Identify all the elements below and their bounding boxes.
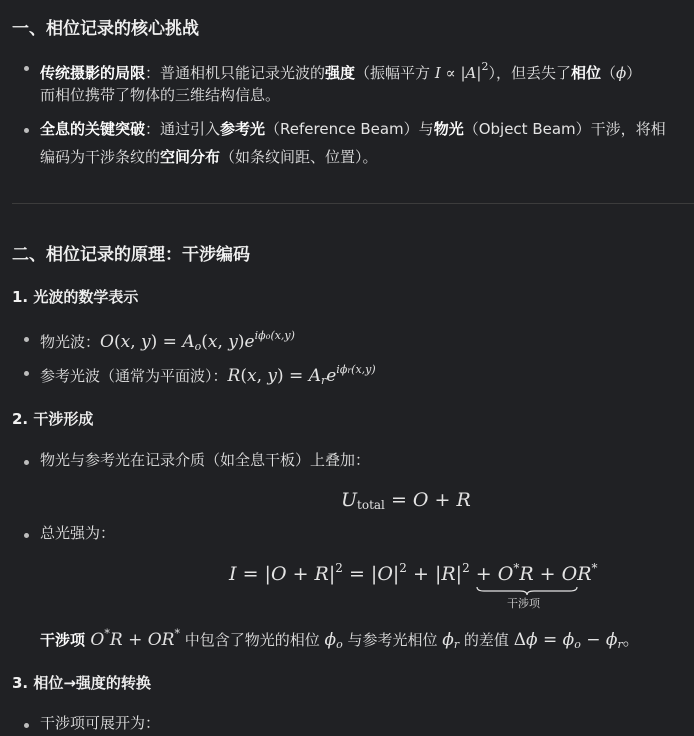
intensity-item: 总光强为： <box>40 524 116 542</box>
section1-heading: 一、相位记录的核心挑战 <box>12 19 199 39</box>
interference-term-label: 干涉项 <box>507 597 540 610</box>
expansion-item: 干涉项可展开为： <box>40 714 161 732</box>
overlay-item: 物光与参考光在记录介质（如全息干板）上叠加： <box>40 451 371 469</box>
phi-symbol: ϕ <box>616 64 627 82</box>
subsection1-heading: 1. 光波的数学表示 <box>12 288 139 306</box>
bullet-dot <box>24 460 29 465</box>
reference-wave-item: 参考光波（通常为平面波）：R(x, $y) = A_re^{i\phi r(x,y)}$ <box>40 363 376 387</box>
interference-term-inline: O*R + OR* <box>90 627 180 650</box>
subsection2-heading: 2. 干涉形成 <box>12 410 94 428</box>
bullet-dot <box>24 371 29 376</box>
bullet-dot <box>24 66 29 71</box>
item-holography-line2: 编码为干涉条纹的空间分布（如条纹间距、位置）。 <box>40 148 378 166</box>
subsection3-heading: 3. 相位→强度的转换 <box>12 674 151 692</box>
bullet-dot <box>24 128 29 133</box>
item-camera-limit-line2: 而相位携带了物体的三维结构信息。 <box>40 86 281 104</box>
bullet-dot <box>24 533 29 538</box>
bullet-dot <box>24 337 29 342</box>
intensity-formula-inline: $I \propto |A|^2$ <box>434 60 489 82</box>
bullet-dot <box>24 723 29 728</box>
section2-heading: 二、相位记录的原理：干涉编码 <box>12 245 250 265</box>
object-wave-formula: O(x, $y) = A_o(x$, $y)e^{i\phi o(x,y)}$ <box>100 329 295 353</box>
item-holography-line1: 全息的关键突破：通过引入参考光（Reference Beam）与物光（Object Beam）干涉，将相 <box>40 120 666 138</box>
item-camera-limit-line1: 传统摄影的局限：普通相机只能记录光波的强度（振幅平方 $I \propto |A|^2$），但丢失了相位（ϕ） <box>40 60 642 82</box>
total-field-equation: $U_{total} = O + R$ <box>341 489 471 512</box>
reference-wave-formula: R(x, $y) = A_re^{i\phi r(x,y)}$ <box>227 363 376 387</box>
intensity-equation: $I = |O + R|^2 = |O|^2 + |R|^2 + O^*R + OR^*$ <box>229 561 598 585</box>
phase-difference-formula: $\Delta\phi = \phi_o - \phi_r$。 <box>513 630 640 651</box>
section-divider <box>12 203 694 204</box>
interference-note: 干涉项 O*R + OR* 中包含了物光的相位 $\phi_o$ 与参考光相位 $\phi_r$ 的差值 $\Delta\phi = \phi_o - \phi_r$。 <box>40 627 640 651</box>
object-wave-item: 物光波：O(x, $y) = A_o(x$, $y)e^{i\phi o(x,y)}$ <box>40 329 295 353</box>
